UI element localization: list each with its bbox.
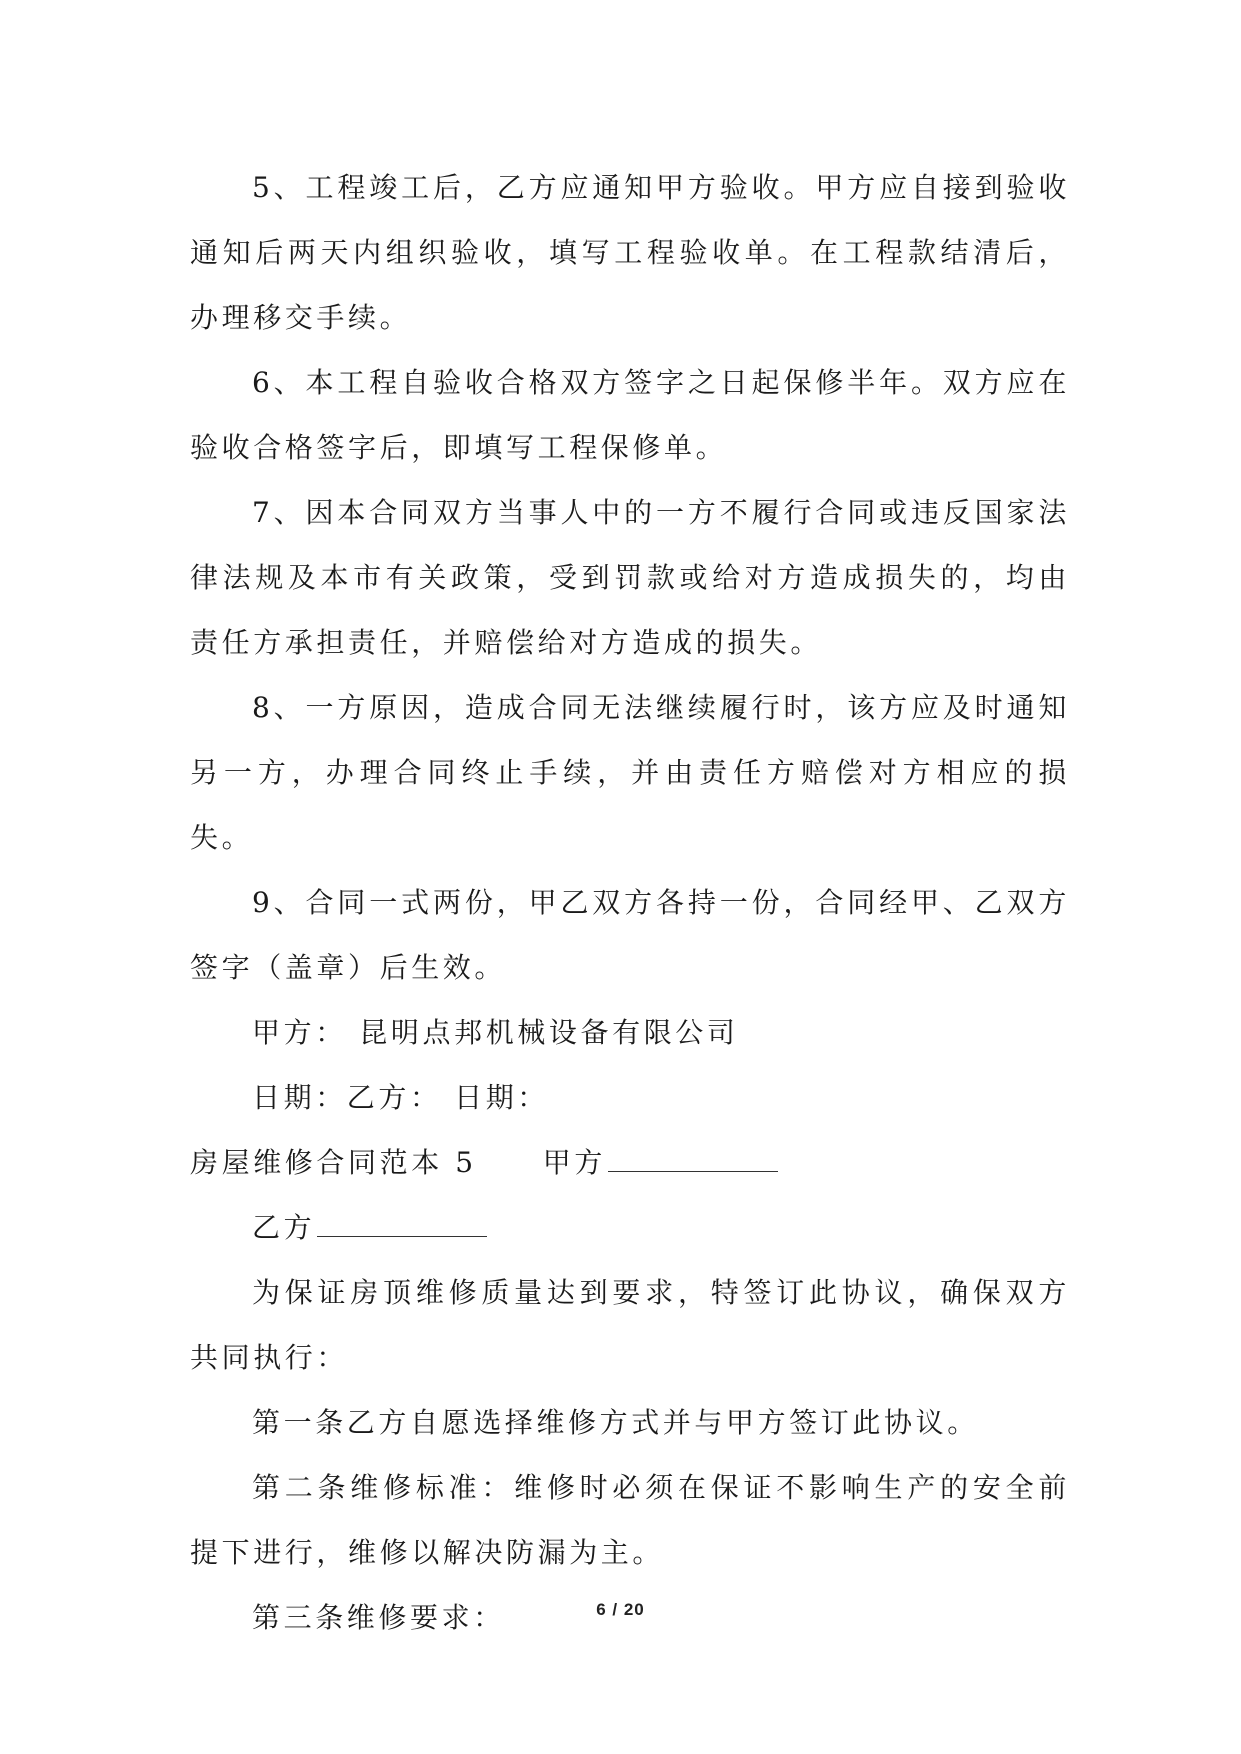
clause-7: 7、因本合同双方当事人中的一方不履行合同或违反国家法律法规及本市有关政策，受到罚款或给对方造成损失的，均由责任方承担责任，并赔偿给对方造成的损失。 [190,496,1070,659]
party-b-label: 乙方 [252,1211,316,1244]
party-a-signature-line: 甲方： 昆明点邦机械设备有限公司 [252,1016,739,1049]
clause-9: 9、合同一式两份，甲乙双方各持一份，合同经甲、乙双方签字（盖章）后生效。 [190,886,1070,984]
page-number: 6 / 20 [596,1600,645,1619]
clause-5: 5、工程竣工后，乙方应通知甲方验收。甲方应自接到验收通知后两天内组织验收，填写工程验收单。在工程款结清后，办理移交手续。 [190,171,1070,334]
article-2: 第二条维修标准：维修时必须在保证不影响生产的安全前提下进行，维修以解决防漏为主。 [190,1471,1070,1569]
party-b-blank [317,1214,487,1237]
sample-heading-line [190,1130,1070,1195]
party-b-line [190,1195,1070,1260]
party-a-blank [608,1149,778,1172]
clause-8: 8、一方原因，造成合同无法继续履行时，该方应及时通知另一方，办理合同终止手续，并由责任方赔偿对方相应的损失。 [190,691,1070,854]
party-a-label: 甲方 [542,1146,606,1179]
article-3: 第三条维修要求： [252,1601,505,1634]
article-1: 第一条乙方自愿选择维修方式并与甲方签订此协议。 [252,1406,979,1439]
date-signature-line: 日期：乙方： 日期： [252,1081,549,1114]
sample-title: 房屋维修合同范本 5 [190,1146,477,1179]
document-body [190,155,1070,1650]
preamble: 为保证房顶维修质量达到要求，特签订此协议，确保双方共同执行： [190,1276,1070,1374]
clause-6: 6、本工程自验收合格双方签字之日起保修半年。双方应在验收合格签字后，即填写工程保修单。 [190,366,1070,464]
